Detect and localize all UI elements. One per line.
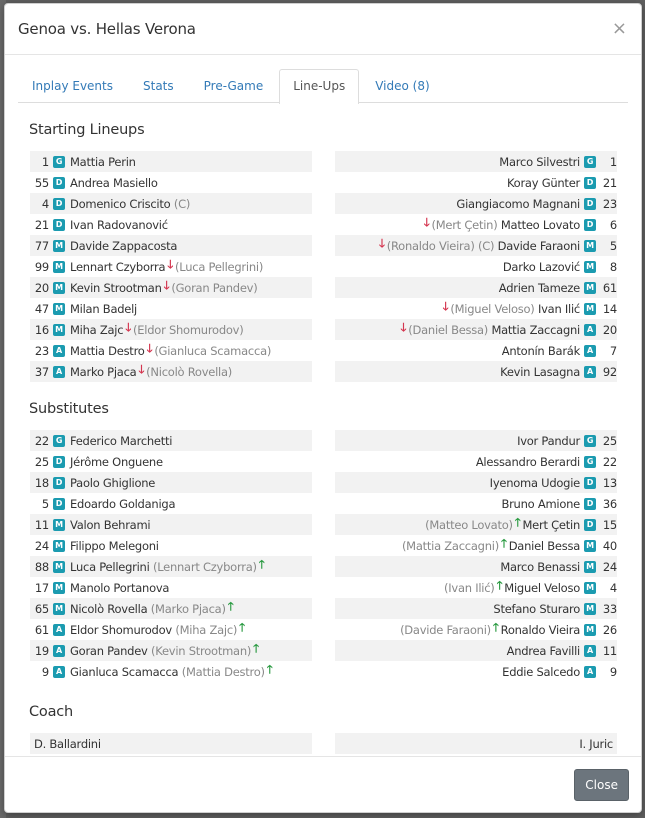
player-name: Kevin Lasagna — [500, 364, 580, 379]
player-row — [30, 298, 312, 319]
shirt-number: 9 — [609, 664, 617, 679]
position-badge-icon: D — [584, 219, 596, 231]
player-name: Kevin Strootman — [70, 280, 162, 295]
starting-lineups — [18, 151, 628, 382]
shirt-number: 25 — [34, 454, 49, 469]
position-badge-icon: M — [53, 582, 65, 594]
shirt-number: 47 — [34, 301, 49, 316]
player-row — [335, 577, 617, 598]
player-name: Marco Silvestri — [499, 154, 580, 169]
player-name: Eldor Shomurodov — [70, 622, 172, 637]
arrow-down-icon: 🡓 — [400, 320, 407, 334]
shirt-number: 7 — [609, 343, 617, 358]
player-name: Filippo Melegoni — [70, 538, 159, 553]
position-badge-icon: M — [53, 603, 65, 615]
player-row — [30, 319, 312, 340]
substitutes — [18, 430, 628, 682]
substitution-player: (Ronaldo Vieira) — [386, 238, 475, 253]
player-row — [335, 514, 617, 535]
position-badge-icon: D — [584, 477, 596, 489]
arrow-up-icon: 🡑 — [492, 620, 499, 634]
position-badge-icon: D — [53, 498, 65, 510]
player-name: Nicolò Rovella — [70, 601, 148, 616]
shirt-number: 23 — [602, 196, 617, 211]
tab-inplay-events[interactable]: Inplay Events — [32, 79, 113, 93]
arrow-down-icon: 🡓 — [125, 320, 132, 334]
position-badge-icon: A — [584, 345, 596, 357]
player-name: Miha Zajc — [70, 322, 124, 337]
substitution-player: (Nicolò Rovella) — [146, 364, 233, 379]
position-badge-icon: D — [53, 219, 65, 231]
home-coach-name: D. Ballardini — [30, 733, 312, 754]
position-badge-icon: G — [584, 156, 596, 168]
substitution-player: (Miha Zajc) — [175, 622, 238, 637]
substitution-player: (Eldor Shomurodov) — [133, 322, 244, 337]
position-badge-icon: G — [53, 156, 65, 168]
position-badge-icon: M — [584, 303, 596, 315]
arrow-down-icon: 🡓 — [378, 236, 385, 250]
shirt-number: 13 — [602, 475, 617, 490]
shirt-number: 15 — [602, 517, 617, 532]
player-name: Stefano Sturaro — [493, 601, 580, 616]
player-row — [335, 172, 617, 193]
position-badge-icon: A — [53, 645, 65, 657]
player-row — [30, 472, 312, 493]
player-row — [335, 619, 617, 640]
shirt-number: 5 — [609, 238, 617, 253]
player-name: Marko Pjaca — [70, 364, 137, 379]
player-name: Adrien Tameze — [498, 280, 580, 295]
position-badge-icon: M — [584, 603, 596, 615]
position-badge-icon: A — [584, 324, 596, 336]
player-name: Ivor Pandur — [517, 433, 580, 448]
player-name: Federico Marchetti — [70, 433, 173, 448]
position-badge-icon: G — [584, 435, 596, 447]
starting-lineups-heading: Starting Lineups — [29, 122, 145, 138]
substitutes-heading: Substitutes — [29, 401, 109, 417]
player-name: Milan Badelj — [70, 301, 138, 316]
shirt-number: 9 — [41, 664, 49, 679]
shirt-number: 26 — [602, 622, 617, 637]
arrow-up-icon: 🡑 — [253, 641, 259, 655]
close-button[interactable]: Close — [574, 769, 629, 801]
player-row — [335, 493, 617, 514]
position-badge-icon: D — [584, 498, 596, 510]
player-row — [30, 277, 312, 298]
position-badge-icon: D — [584, 198, 596, 210]
position-badge-icon: M — [53, 240, 65, 252]
shirt-number: 1 — [609, 154, 617, 169]
coaches — [18, 733, 628, 754]
shirt-number: 22 — [602, 454, 617, 469]
shirt-number: 61 — [34, 622, 49, 637]
player-name: Matteo Lovato — [500, 217, 580, 232]
modal-footer — [5, 756, 641, 812]
player-name: Edoardo Goldaniga — [70, 496, 176, 511]
position-badge-icon: M — [53, 261, 65, 273]
away-coach — [335, 733, 617, 754]
shirt-number: 21 — [602, 175, 617, 190]
shirt-number: 16 — [34, 322, 49, 337]
shirt-number: 1 — [41, 154, 49, 169]
modal-header — [5, 4, 641, 55]
modal-body — [5, 55, 641, 754]
substitution-player: (Matteo Lovato) — [425, 517, 513, 532]
player-name: Giangiacomo Magnani — [456, 196, 580, 211]
shirt-number: 40 — [602, 538, 617, 553]
position-badge-icon: M — [53, 282, 65, 294]
shirt-number: 61 — [602, 280, 617, 295]
player-name: Davide Zappacosta — [70, 238, 178, 253]
shirt-number: 6 — [609, 217, 617, 232]
shirt-number: 20 — [34, 280, 49, 295]
player-name: Mattia Zaccagni — [491, 322, 580, 337]
substitution-player: (Daniel Bessa) — [408, 322, 489, 337]
position-badge-icon: G — [584, 456, 596, 468]
player-row — [335, 598, 617, 619]
shirt-number: 4 — [609, 580, 617, 595]
player-row — [30, 235, 312, 256]
player-row — [335, 193, 617, 214]
substitution-player: (Mert Çetin) — [431, 217, 498, 232]
substitution-player: (Goran Pandev) — [171, 280, 258, 295]
player-row — [335, 535, 617, 556]
player-name: Mattia Destro — [70, 343, 145, 358]
player-row — [335, 430, 617, 451]
substitution-player: (Kevin Strootman) — [151, 643, 252, 658]
player-row — [30, 214, 312, 235]
player-row — [335, 151, 617, 172]
shirt-number: 23 — [34, 343, 49, 358]
shirt-number: 21 — [34, 217, 49, 232]
player-row — [335, 361, 617, 382]
player-row — [335, 451, 617, 472]
position-badge-icon: M — [584, 261, 596, 273]
arrow-up-icon: 🡑 — [258, 557, 265, 571]
player-name: Koray Günter — [506, 175, 580, 190]
player-row — [30, 598, 312, 619]
position-badge-icon: D — [584, 177, 596, 189]
player-row — [30, 151, 312, 172]
arrow-down-icon: 🡓 — [146, 341, 153, 355]
lineups-modal — [4, 3, 642, 813]
arrow-up-icon: 🡑 — [227, 599, 234, 613]
position-badge-icon: M — [53, 540, 65, 552]
player-name: Luca Pellegrini — [70, 559, 150, 574]
captain-marker: (C) — [173, 196, 191, 211]
player-row — [335, 556, 617, 577]
arrow-up-icon: 🡑 — [239, 620, 245, 634]
shirt-number: 24 — [602, 559, 617, 574]
arrow-down-icon: 🡓 — [423, 215, 430, 229]
arrow-up-icon: 🡑 — [496, 578, 503, 592]
player-name: Jérôme Onguene — [70, 454, 163, 469]
position-badge-icon: M — [584, 540, 596, 552]
player-row — [30, 361, 312, 382]
position-badge-icon: A — [53, 345, 65, 357]
substitution-player: (Luca Pellegrini) — [175, 259, 264, 274]
position-badge-icon: M — [584, 240, 596, 252]
player-row — [30, 514, 312, 535]
player-row — [335, 340, 617, 361]
player-name: Bruno Amione — [501, 496, 580, 511]
arrow-up-icon: 🡑 — [514, 515, 521, 529]
arrow-down-icon: 🡓 — [163, 278, 170, 292]
shirt-number: 36 — [602, 496, 617, 511]
position-badge-icon: D — [53, 177, 65, 189]
substitution-player: (Mattia Destro) — [181, 664, 265, 679]
position-badge-icon: M — [53, 303, 65, 315]
shirt-number: 17 — [34, 580, 49, 595]
substitution-player: (Miguel Veloso) — [450, 301, 535, 316]
shirt-number: 33 — [602, 601, 617, 616]
tab-stats[interactable]: Stats — [143, 79, 174, 93]
player-row — [30, 451, 312, 472]
shirt-number: 37 — [34, 364, 49, 379]
player-row — [30, 619, 312, 640]
arrow-down-icon: 🡓 — [442, 299, 449, 313]
player-name: Manolo Portanova — [70, 580, 170, 595]
shirt-number: 99 — [34, 259, 49, 274]
substitution-player: (Davide Faraoni) — [400, 622, 491, 637]
player-name: Iyenoma Udogie — [489, 475, 580, 490]
shirt-number: 14 — [602, 301, 617, 316]
player-name: Marco Benassi — [500, 559, 580, 574]
arrow-down-icon: 🡓 — [167, 257, 174, 271]
player-name: Paolo Ghiglione — [70, 475, 156, 490]
home-coach — [30, 733, 312, 754]
captain-marker: (C) — [477, 238, 495, 253]
player-name: Goran Pandev — [70, 643, 148, 658]
home-subs-list — [30, 430, 312, 682]
arrow-up-icon: 🡑 — [500, 536, 507, 550]
shirt-number: 88 — [34, 559, 49, 574]
shirt-number: 65 — [34, 601, 49, 616]
shirt-number: 25 — [602, 433, 617, 448]
substitution-player: (Marko Pjaca) — [150, 601, 226, 616]
away-subs-list — [335, 430, 617, 682]
close-icon[interactable]: × — [611, 18, 627, 39]
shirt-number: 20 — [602, 322, 617, 337]
away-coach-name: I. Juric — [335, 733, 617, 754]
player-row — [335, 277, 617, 298]
away-starting-list — [335, 151, 617, 382]
shirt-number: 4 — [41, 196, 49, 211]
position-badge-icon: M — [584, 582, 596, 594]
coach-heading: Coach — [29, 704, 74, 720]
player-row — [30, 556, 312, 577]
player-name: Valon Behrami — [70, 517, 151, 532]
player-row — [335, 319, 617, 340]
player-row — [30, 430, 312, 451]
player-name: Daniel Bessa — [508, 538, 580, 553]
arrow-up-icon: 🡑 — [266, 662, 273, 676]
player-row — [30, 340, 312, 361]
position-badge-icon: M — [584, 624, 596, 636]
shirt-number: 92 — [602, 364, 617, 379]
position-badge-icon: A — [53, 666, 65, 678]
player-name: Lennart Czyborra — [70, 259, 166, 274]
player-name: Antonín Barák — [501, 343, 580, 358]
substitution-player: (Mattia Zaccagni) — [401, 538, 499, 553]
position-badge-icon: D — [584, 519, 596, 531]
player-name: Eddie Salcedo — [502, 664, 580, 679]
player-name: Alessandro Berardi — [475, 454, 580, 469]
position-badge-icon: A — [53, 366, 65, 378]
player-row — [30, 640, 312, 661]
position-badge-icon: M — [53, 519, 65, 531]
tab-bar — [18, 69, 628, 103]
position-badge-icon: M — [584, 282, 596, 294]
player-row — [335, 661, 617, 682]
player-name: Miguel Veloso — [504, 580, 580, 595]
shirt-number: 8 — [609, 259, 617, 274]
substitution-player: (Lennart Czyborra) — [152, 559, 257, 574]
position-badge-icon: D — [53, 198, 65, 210]
position-badge-icon: A — [584, 366, 596, 378]
player-name: Darko Lazović — [502, 259, 580, 274]
shirt-number: 55 — [34, 175, 49, 190]
position-badge-icon: M — [584, 561, 596, 573]
position-badge-icon: M — [53, 324, 65, 336]
player-row — [335, 256, 617, 277]
player-name: Mert Çetin — [522, 517, 580, 532]
player-name: Andrea Masiello — [70, 175, 158, 190]
shirt-number: 5 — [41, 496, 49, 511]
shirt-number: 11 — [602, 643, 617, 658]
player-row — [30, 577, 312, 598]
shirt-number: 11 — [34, 517, 49, 532]
player-row — [30, 256, 312, 277]
player-name: Ivan Ilić — [537, 301, 580, 316]
player-row — [335, 640, 617, 661]
player-name: Domenico Criscito — [70, 196, 171, 211]
arrow-down-icon: 🡓 — [138, 362, 145, 376]
tab-line-ups[interactable]: Line-Ups — [279, 69, 359, 104]
player-row — [30, 493, 312, 514]
modal-title: Genoa vs. Hellas Verona — [18, 20, 196, 38]
player-name: Davide Faraoni — [497, 238, 580, 253]
position-badge-icon: A — [584, 666, 596, 678]
tab-pre-game[interactable]: Pre-Game — [203, 79, 264, 93]
position-badge-icon: A — [53, 624, 65, 636]
shirt-number: 24 — [34, 538, 49, 553]
position-badge-icon: D — [53, 456, 65, 468]
tab-video[interactable]: Video (8) — [375, 79, 430, 93]
shirt-number: 77 — [34, 238, 49, 253]
player-row — [335, 298, 617, 319]
player-row — [335, 214, 617, 235]
player-row — [30, 535, 312, 556]
player-name: Ronaldo Vieira — [500, 622, 580, 637]
player-name: Andrea Favilli — [506, 643, 580, 658]
substitution-player: (Gianluca Scamacca) — [154, 343, 272, 358]
position-badge-icon: G — [53, 435, 65, 447]
position-badge-icon: D — [53, 477, 65, 489]
position-badge-icon: A — [584, 645, 596, 657]
player-row — [335, 472, 617, 493]
player-name: Ivan Radovanović — [70, 217, 168, 232]
position-badge-icon: M — [53, 561, 65, 573]
player-row — [30, 172, 312, 193]
player-row — [30, 193, 312, 214]
home-starting-list — [30, 151, 312, 382]
shirt-number: 19 — [34, 643, 49, 658]
player-row — [30, 661, 312, 682]
player-name: Gianluca Scamacca — [70, 664, 179, 679]
player-name: Mattia Perin — [70, 154, 136, 169]
player-row — [335, 235, 617, 256]
shirt-number: 22 — [34, 433, 49, 448]
substitution-player: (Ivan Ilić) — [444, 580, 495, 595]
shirt-number: 18 — [34, 475, 49, 490]
